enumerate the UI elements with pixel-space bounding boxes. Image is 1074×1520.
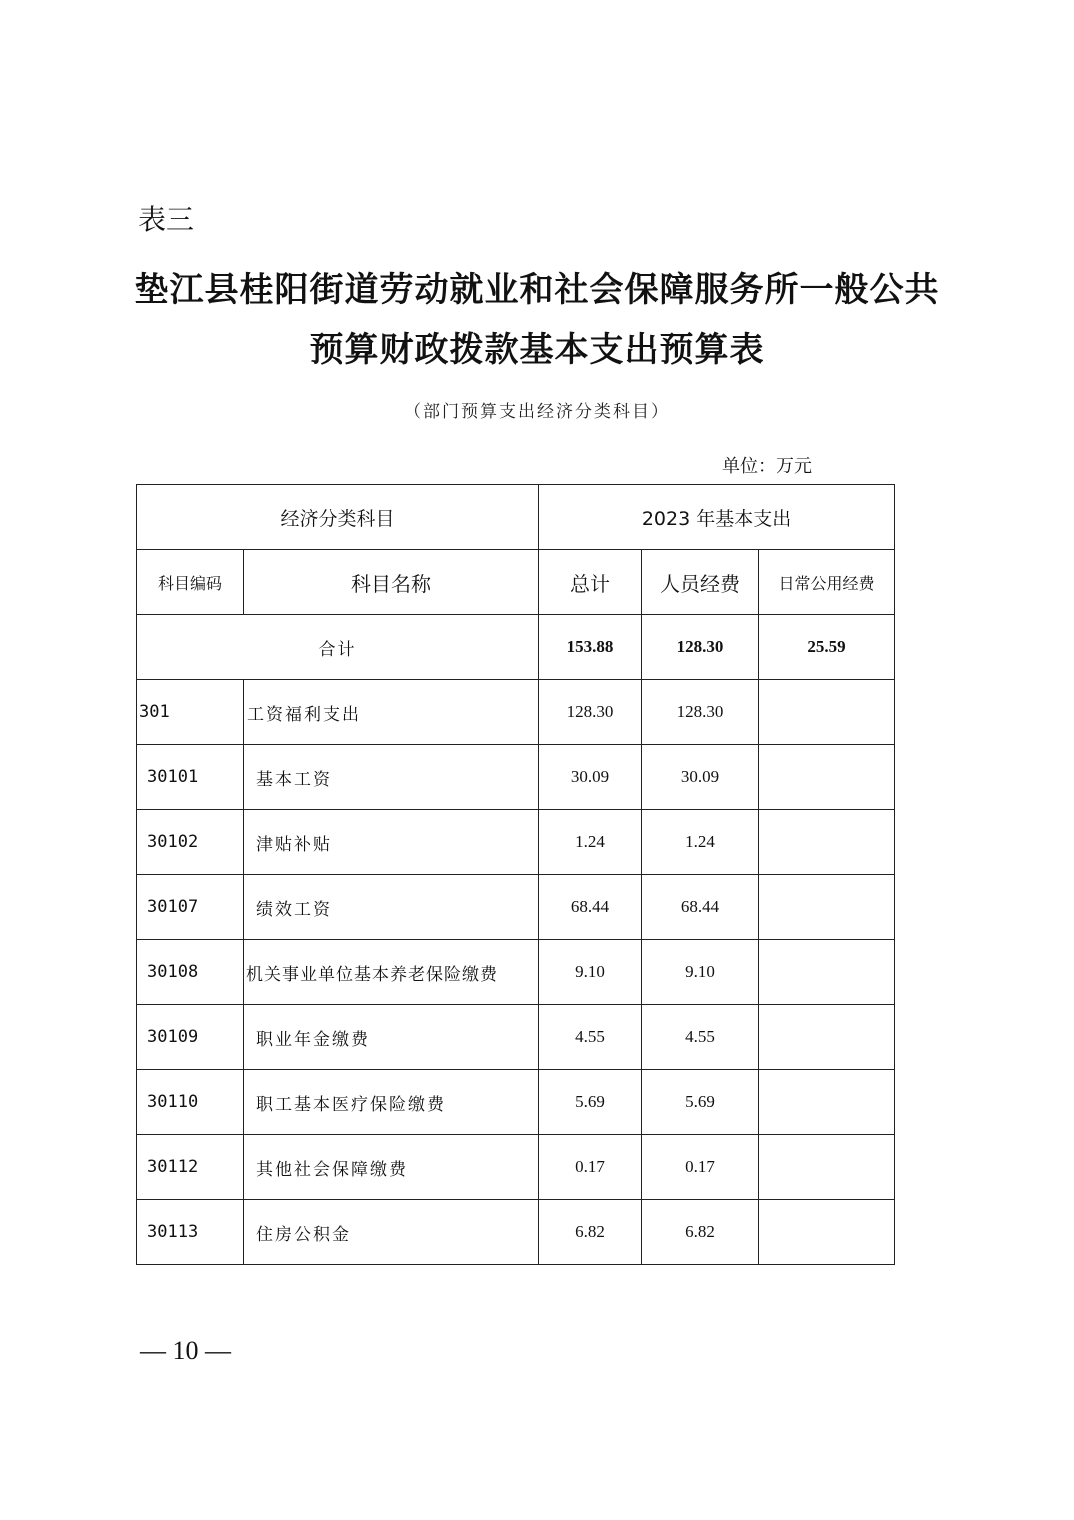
header-row-1 (137, 485, 895, 550)
row-code: 30102 (137, 810, 244, 875)
row-total: 0.17 (539, 1135, 642, 1200)
header-code: 科目编码 (137, 550, 244, 615)
header-name: 科目名称 (244, 550, 539, 615)
row-code: 30108 (137, 940, 244, 1005)
row-personnel: 68.44 (642, 875, 759, 940)
table-row (137, 1200, 895, 1265)
table-row (137, 680, 895, 745)
row-name: 基本工资 (244, 745, 539, 810)
total-personnel: 128.30 (642, 615, 759, 680)
budget-table (136, 484, 895, 1265)
row-total: 5.69 (539, 1070, 642, 1135)
row-public (759, 680, 895, 745)
document-title-line-2: 预算财政拨款基本支出预算表 (309, 330, 765, 370)
row-personnel: 5.69 (642, 1070, 759, 1135)
row-total: 6.82 (539, 1200, 642, 1265)
row-public (759, 940, 895, 1005)
row-public (759, 810, 895, 875)
total-public: 25.59 (759, 615, 895, 680)
row-name: 职业年金缴费 (244, 1005, 539, 1070)
total-label: 合计 (137, 615, 539, 680)
row-code: 301 (137, 680, 244, 745)
document-title-line-1: 垫江县桂阳街道劳动就业和社会保障服务所一般公共 (134, 270, 940, 310)
header-year-expense: 2023 年基本支出 (539, 485, 895, 550)
header-total: 总计 (539, 550, 642, 615)
row-personnel: 0.17 (642, 1135, 759, 1200)
row-code: 30107 (137, 875, 244, 940)
row-name: 职工基本医疗保险缴费 (244, 1070, 539, 1135)
row-code: 30110 (137, 1070, 244, 1135)
row-name: 绩效工资 (244, 875, 539, 940)
total-total: 153.88 (539, 615, 642, 680)
row-personnel: 1.24 (642, 810, 759, 875)
row-total: 128.30 (539, 680, 642, 745)
table-row (137, 1005, 895, 1070)
header-public: 日常公用经费 (759, 550, 895, 615)
row-total: 9.10 (539, 940, 642, 1005)
table-label: 表三 (138, 203, 195, 236)
row-code: 30113 (137, 1200, 244, 1265)
table-row (137, 940, 895, 1005)
row-personnel: 128.30 (642, 680, 759, 745)
page-number: — 10 — (140, 1336, 231, 1365)
row-personnel: 9.10 (642, 940, 759, 1005)
table-row (137, 875, 895, 940)
row-public (759, 1200, 895, 1265)
unit-label: 单位：万元 (722, 456, 812, 477)
row-public (759, 745, 895, 810)
row-code: 30101 (137, 745, 244, 810)
header-category: 经济分类科目 (137, 485, 539, 550)
row-name: 其他社会保障缴费 (244, 1135, 539, 1200)
row-name: 津贴补贴 (244, 810, 539, 875)
header-personnel: 人员经费 (642, 550, 759, 615)
row-name: 工资福利支出 (244, 680, 539, 745)
row-public (759, 1005, 895, 1070)
row-personnel: 4.55 (642, 1005, 759, 1070)
row-public (759, 875, 895, 940)
table-row (137, 810, 895, 875)
row-personnel: 6.82 (642, 1200, 759, 1265)
row-code: 30109 (137, 1005, 244, 1070)
row-name: 住房公积金 (244, 1200, 539, 1265)
total-row (137, 615, 895, 680)
row-total: 68.44 (539, 875, 642, 940)
header-row-2 (137, 550, 895, 615)
document-subtitle: （部门预算支出经济分类科目） (404, 402, 670, 422)
table-row (137, 745, 895, 810)
row-total: 1.24 (539, 810, 642, 875)
row-total: 4.55 (539, 1005, 642, 1070)
row-public (759, 1070, 895, 1135)
table-row (137, 1070, 895, 1135)
row-code: 30112 (137, 1135, 244, 1200)
row-personnel: 30.09 (642, 745, 759, 810)
row-total: 30.09 (539, 745, 642, 810)
row-name: 机关事业单位基本养老保险缴费 (244, 940, 539, 1005)
table-row (137, 1135, 895, 1200)
row-public (759, 1135, 895, 1200)
